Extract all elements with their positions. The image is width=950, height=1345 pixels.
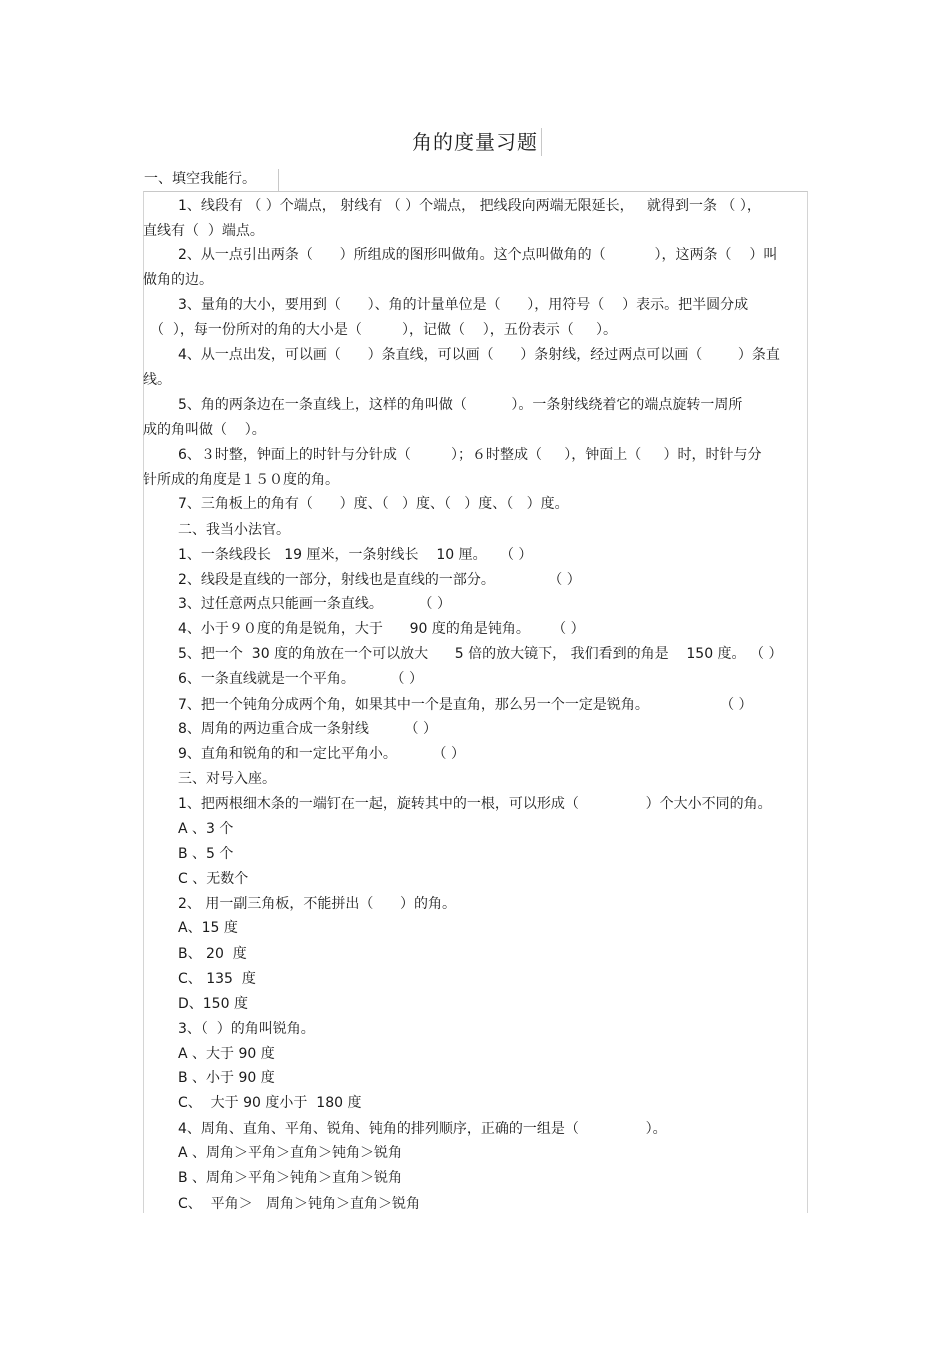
title-divider — [541, 128, 542, 156]
text-line: 针所成的角度是１５０度的角。 — [143, 472, 339, 488]
text-line: B、 20 度 — [178, 946, 247, 962]
text-line: 2、从一点引出两条（ ）所组成的图形叫做角。这个点叫做角的（ ），这两条（ ）叫 — [178, 247, 778, 263]
text-line: 5、把一个 30 度的角放在一个可以放大 5 倍的放大镜下， 我们看到的角是 150 度。 （ ） — [178, 646, 783, 662]
text-line: A 、周角＞平角＞直角＞钝角＞锐角 — [178, 1145, 403, 1161]
text-line: 2、线段是直线的一部分，射线也是直线的一部分。 （ ） — [178, 572, 581, 588]
text-line: C、 135 度 — [178, 971, 256, 987]
text-line: 5、角的两条边在一条直线上，这样的角叫做（ ）。一条射线绕着它的端点旋转一周所 — [178, 397, 743, 413]
text-line: B 、周角＞平角＞钝角＞直角＞锐角 — [178, 1170, 403, 1186]
text-line: B 、5 个 — [178, 846, 234, 862]
text-line: 1、把两根细木条的一端钉在一起，旋转其中的一根，可以形成（ ）个大小不同的角。 — [178, 796, 772, 812]
text-line: C、 平角＞ 周角＞钝角＞直角＞锐角 — [178, 1196, 421, 1212]
page-title: 角的度量习题 — [412, 130, 538, 154]
text-line: 8、周角的两边重合成一条射线 （ ） — [178, 721, 437, 737]
text-line: 9、直角和锐角的和一定比平角小。 （ ） — [178, 746, 465, 762]
text-line: 3、过任意两点只能画一条直线。 （ ） — [178, 596, 451, 612]
text-line: 4、周角、直角、平角、锐角、钝角的排列顺序，正确的一组是（ ）。 — [178, 1121, 667, 1137]
text-line: 1、线段有 （ ）个端点， 射线有 （ ）个端点， 把线段向两端无限延长， 就得到一条 （ ）， — [178, 198, 761, 214]
text-line: C 、无数个 — [178, 871, 249, 887]
text-line: A 、大于 90 度 — [178, 1046, 275, 1062]
text-line: 3、（ ）的角叫锐角。 — [178, 1021, 315, 1037]
text-line: 1、一条线段长 19 厘米，一条射线长 10 厘。 （ ） — [178, 547, 533, 563]
section-1-divider — [278, 169, 279, 191]
text-line: 4、小于９０度的角是锐角，大于 90 度的角是钝角。 （ ） — [178, 621, 585, 637]
text-line: 二、我当小法官。 — [178, 522, 290, 538]
text-line: 直线有（ ）端点。 — [143, 223, 264, 239]
text-line: 6、一条直线就是一个平角。 （ ） — [178, 671, 423, 687]
text-line: 2、 用一副三角板，不能拼出（ ）的角。 — [178, 896, 457, 912]
text-line: 3、量角的大小，要用到（ ）、角的计量单位是（ ），用符号（ ）表示。把半圆分成 — [178, 297, 749, 313]
text-line: （ ），每一份所对的角的大小是（ ），记做（ ），五份表示（ ）。 — [150, 322, 618, 338]
section-1-heading: 一、填空我能行。 — [144, 171, 256, 187]
text-line: 线。 — [143, 372, 171, 388]
text-line: C、 大于 90 度小于 180 度 — [178, 1095, 362, 1111]
text-line: 7、三角板上的角有（ ）度、（ ）度、（ ）度、（ ）度。 — [178, 496, 569, 512]
text-line: A、15 度 — [178, 920, 238, 936]
text-line: 做角的边。 — [143, 272, 213, 288]
text-line: 6、３时整，钟面上的时针与分针成（ ）；６时整成（ ），钟面上（ ）时，时针与分 — [178, 447, 762, 463]
text-line: B 、小于 90 度 — [178, 1070, 275, 1086]
text-line: D、150 度 — [178, 996, 248, 1012]
text-line: 三、对号入座。 — [178, 771, 276, 787]
text-line: 7、把一个钝角分成两个角，如果其中一个是直角，那么另一个一定是锐角。 （ ） — [178, 697, 753, 713]
text-line: A 、3 个 — [178, 821, 234, 837]
text-line: 4、从一点出发，可以画（ ）条直线，可以画（ ）条射线，经过两点可以画（ ）条直 — [178, 347, 780, 363]
text-line: 成的角叫做（ ）。 — [143, 422, 266, 438]
